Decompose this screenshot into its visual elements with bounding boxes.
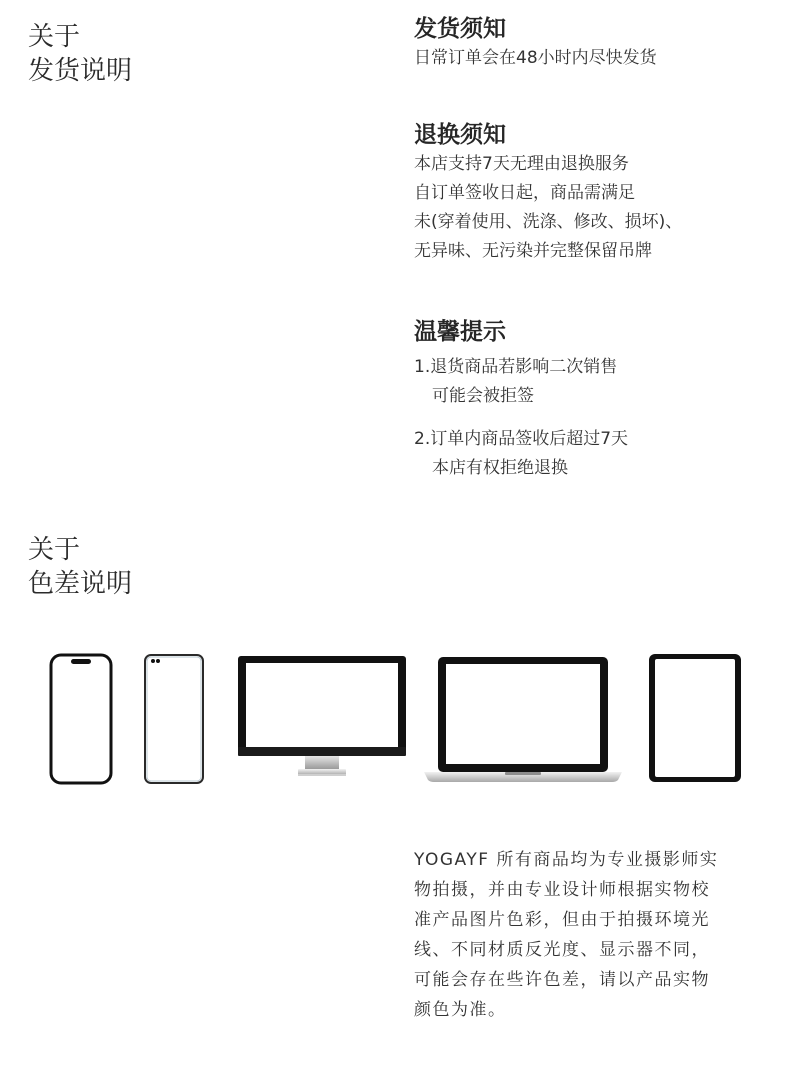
tip-item [414,353,774,411]
phone-icon [145,655,203,783]
heading-line: 关于 [28,535,81,565]
shipping-notice-title: 发货须知 [414,16,506,42]
return-notice-line: 未(穿着使用、洗涤、修改、损坏)、 [414,212,683,232]
note-line: 可能会存在些许色差，请以产品实物 [414,970,710,990]
tip-line: 可能会被拒签 [432,386,534,406]
heading-line: 发货说明 [28,56,133,86]
tip-line: 2.订单内商品签收后超过7天 [414,429,629,449]
return-notice-title: 退换须知 [414,122,506,148]
tip-line: 本店有权拒绝退换 [432,458,568,478]
return-notice [414,120,774,266]
tip-item [414,425,774,483]
return-notice-line: 无异味、无污染并完整保留吊牌 [414,241,652,261]
color-difference-note [414,845,764,1025]
device-illustration [0,645,790,795]
return-notice-line: 本店支持7天无理由退换服务 [414,154,629,174]
color-section-heading [28,533,132,601]
phone-icon [51,655,111,783]
shipping-notice [414,14,774,73]
shipping-notice-line: 日常订单会在48小时内尽快发货 [414,48,657,68]
note-line: 线、不同材质反光度、显示器不同， [414,940,710,960]
return-notice-line: 自订单签收日起，商品需满足 [414,183,635,203]
note-line: 物拍摄，并由专业设计师根据实物校 [414,880,710,900]
heading-line: 色差说明 [28,569,133,599]
shipping-section-heading [28,20,132,88]
note-line: 准产品图片色彩，但由于拍摄环境光 [414,910,710,930]
monitor-icon [238,656,406,776]
note-line: 颜色为准。 [414,1000,507,1020]
tips-title: 温馨提示 [414,319,506,345]
tip-line: 1.退货商品若影响二次销售 [414,357,618,377]
tablet-icon [649,654,741,782]
heading-line: 关于 [28,22,81,52]
laptop-icon [424,657,622,782]
tips-section [414,317,774,483]
note-line: YOGAYF 所有商品均为专业摄影师实 [414,850,719,870]
